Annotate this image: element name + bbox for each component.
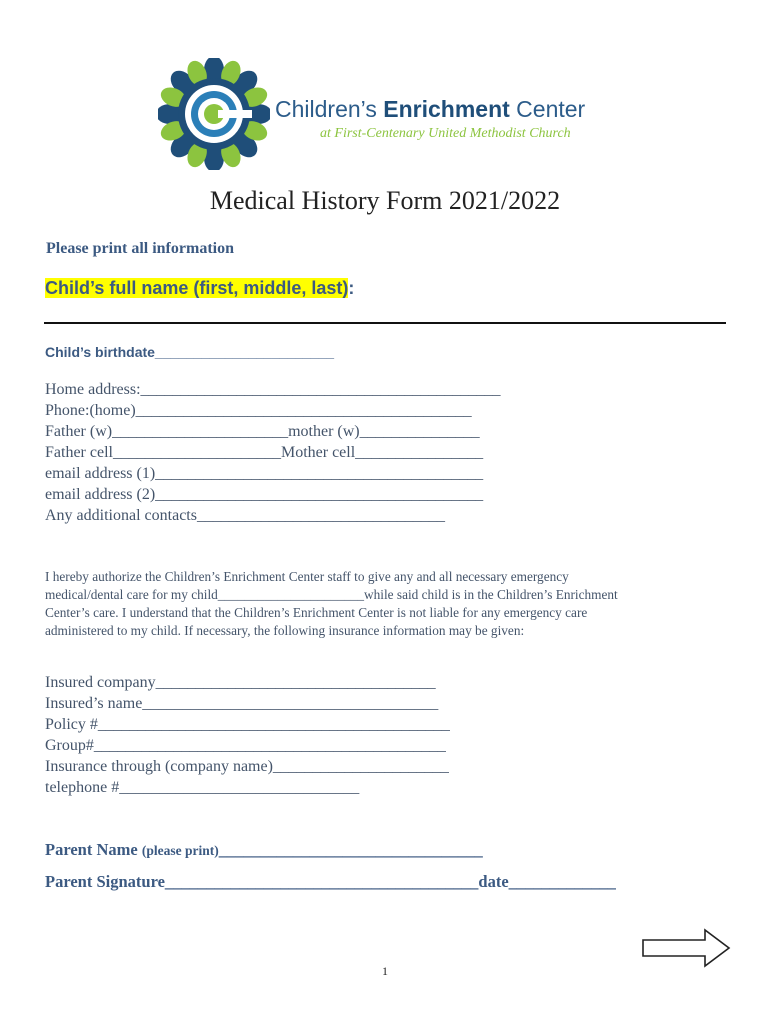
insurance-telephone-field[interactable]: telephone #______________________________	[45, 779, 360, 796]
group-number-field[interactable]: Group#____________________________________________	[45, 737, 446, 754]
home-phone-field[interactable]: Phone:(home)__________________________________________	[45, 402, 472, 419]
child-birthdate-field[interactable]: Child’s birthdate_______________________	[45, 344, 335, 360]
work-phone-field[interactable]: Father (w)______________________mother (w)_______________	[45, 423, 480, 440]
insured-company-field[interactable]: Insured company___________________________________	[45, 674, 436, 691]
cell-phone-field[interactable]: Father cell_____________________Mother cell________________	[45, 444, 484, 461]
email-1-field[interactable]: email address (1)_________________________________________	[45, 465, 484, 482]
print-instruction: Please print all information	[46, 240, 234, 257]
authorization-line-4: administered to my child. If necessary, the following insurance information may be given:	[45, 623, 525, 638]
authorization-line-3: Center’s care. I understand that the Children’s Enrichment Center is not liable for any emergency care	[45, 605, 588, 620]
form-title: Medical History Form 2021/2022	[209, 186, 561, 215]
parent-signature-field[interactable]: Parent Signature______________________________________date_____________	[45, 872, 616, 891]
enrichment-center-logo-icon	[158, 58, 270, 170]
policy-number-field[interactable]: Policy #____________________________________________	[45, 716, 450, 733]
home-address-field[interactable]: Home address:_____________________________________________	[45, 381, 501, 398]
authorization-line-1: I hereby authorize the Children’s Enrichment Center staff to give any and all necessary emergency	[45, 569, 569, 584]
additional-contacts-field[interactable]: Any additional contacts_______________________________	[45, 507, 445, 524]
child-full-name-label: Child’s full name (first, middle, last):	[45, 278, 355, 298]
organization-subtitle: at First-Centenary United Methodist Church	[320, 126, 571, 141]
insurance-through-field[interactable]: Insurance through (company name)______________________	[45, 758, 449, 775]
parent-name-field[interactable]: Parent Name (please print)________________________________	[45, 840, 483, 859]
authorization-line-2[interactable]: medical/dental care for my child______________________while said child is in the Children’s Enrichment	[45, 587, 618, 602]
page-number: 1	[382, 964, 388, 978]
organization-name: Children’s Enrichment Center	[275, 96, 586, 122]
insured-name-field[interactable]: Insured’s name_____________________________________	[45, 695, 439, 712]
child-name-line[interactable]	[44, 322, 726, 324]
next-page-arrow-icon[interactable]	[641, 928, 731, 968]
email-2-field[interactable]: email address (2)_________________________________________	[45, 486, 484, 503]
